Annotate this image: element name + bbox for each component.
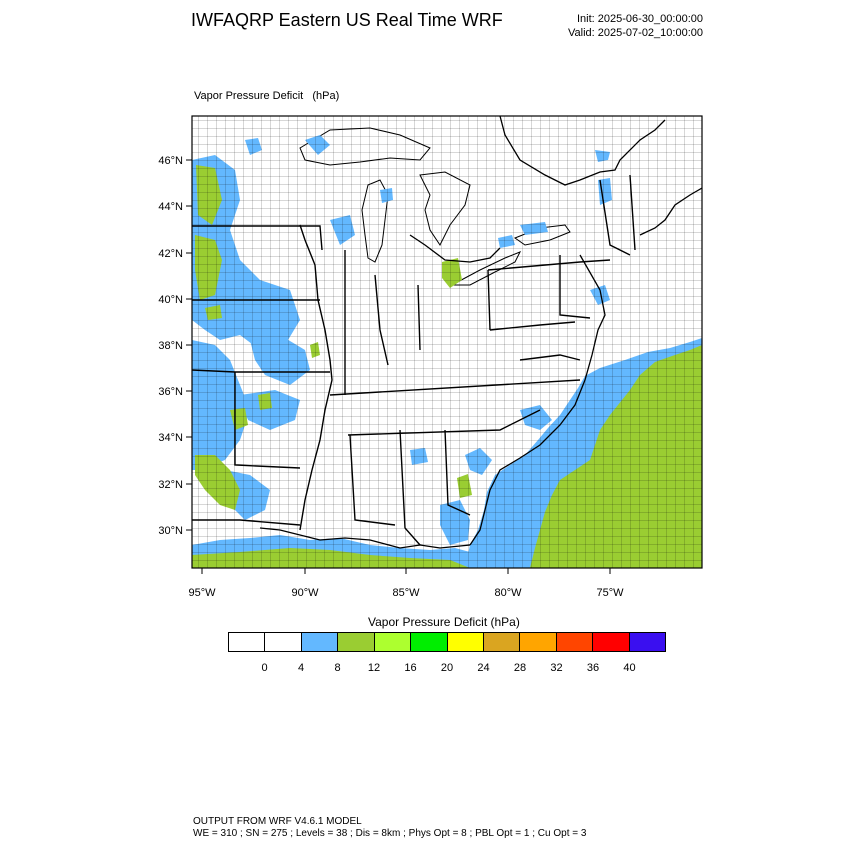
colorbar-title: Vapor Pressure Deficit (hPa)	[368, 615, 520, 629]
lat-tick-label: 44°N	[158, 201, 183, 213]
colorbar-label: 32	[550, 662, 563, 674]
lon-tick-label: 85°W	[392, 587, 420, 599]
colorbar-cell	[448, 633, 484, 651]
footer-config-line: WE = 310 ; SN = 275 ; Levels = 38 ; Dis = 8km ; Phys Opt = 8 ; PBL Opt = 1 ; Cu Opt = 3	[193, 828, 587, 839]
colorbar-cell	[520, 633, 556, 651]
lat-tick-label: 38°N	[158, 340, 183, 352]
colorbar-cell	[411, 633, 447, 651]
lat-tick-label: 40°N	[158, 294, 183, 306]
colorbar-label: 28	[513, 662, 527, 674]
colorbar-cell	[630, 633, 665, 651]
colorbar-cell	[375, 633, 411, 651]
lat-tick-label: 36°N	[158, 386, 183, 398]
colorbar-label: 8	[334, 662, 341, 674]
colorbar-label: 40	[623, 662, 636, 674]
colorbar-cell	[557, 633, 593, 651]
colorbar-cell	[302, 633, 338, 651]
chart-title: IWFAQRP Eastern US Real Time WRF	[191, 10, 503, 30]
colorbar-label: 12	[367, 662, 381, 674]
lat-tick-label: 32°N	[158, 479, 183, 491]
lon-tick-label: 80°W	[494, 587, 522, 599]
colorbar-cell	[338, 633, 374, 651]
lat-tick-label: 46°N	[158, 155, 183, 167]
lon-tick-label: 90°W	[291, 587, 319, 599]
colorbar-cell	[229, 633, 265, 651]
footer-model-line: OUTPUT FROM WRF V4.6.1 MODEL	[193, 816, 362, 827]
colorbar-cell	[593, 633, 629, 651]
field-title: Vapor Pressure Deficit (hPa)	[194, 90, 340, 102]
colorbar-label: 16	[404, 662, 417, 674]
lon-tick-label: 75°W	[596, 587, 624, 599]
colorbar-cell	[484, 633, 520, 651]
colorbar-labels	[228, 662, 666, 676]
colorbar-label: 4	[297, 662, 305, 674]
valid-time: Valid: 2025-07-02_10:00:00	[568, 27, 703, 39]
colorbar	[228, 632, 666, 652]
lat-tick-label: 42°N	[158, 248, 183, 260]
lat-tick-label: 34°N	[158, 432, 183, 444]
colorbar-cell	[265, 633, 301, 651]
lon-tick-label: 95°W	[188, 587, 216, 599]
lat-tick-label: 30°N	[158, 525, 183, 537]
init-time: Init: 2025-06-30_00:00:00	[577, 13, 703, 25]
colorbar-label: 24	[477, 662, 490, 674]
colorbar-label: 36	[586, 662, 600, 674]
colorbar-label: 20	[440, 662, 454, 674]
colorbar-label: 0	[261, 662, 268, 674]
map-content	[192, 116, 702, 568]
county-lines	[192, 116, 702, 568]
